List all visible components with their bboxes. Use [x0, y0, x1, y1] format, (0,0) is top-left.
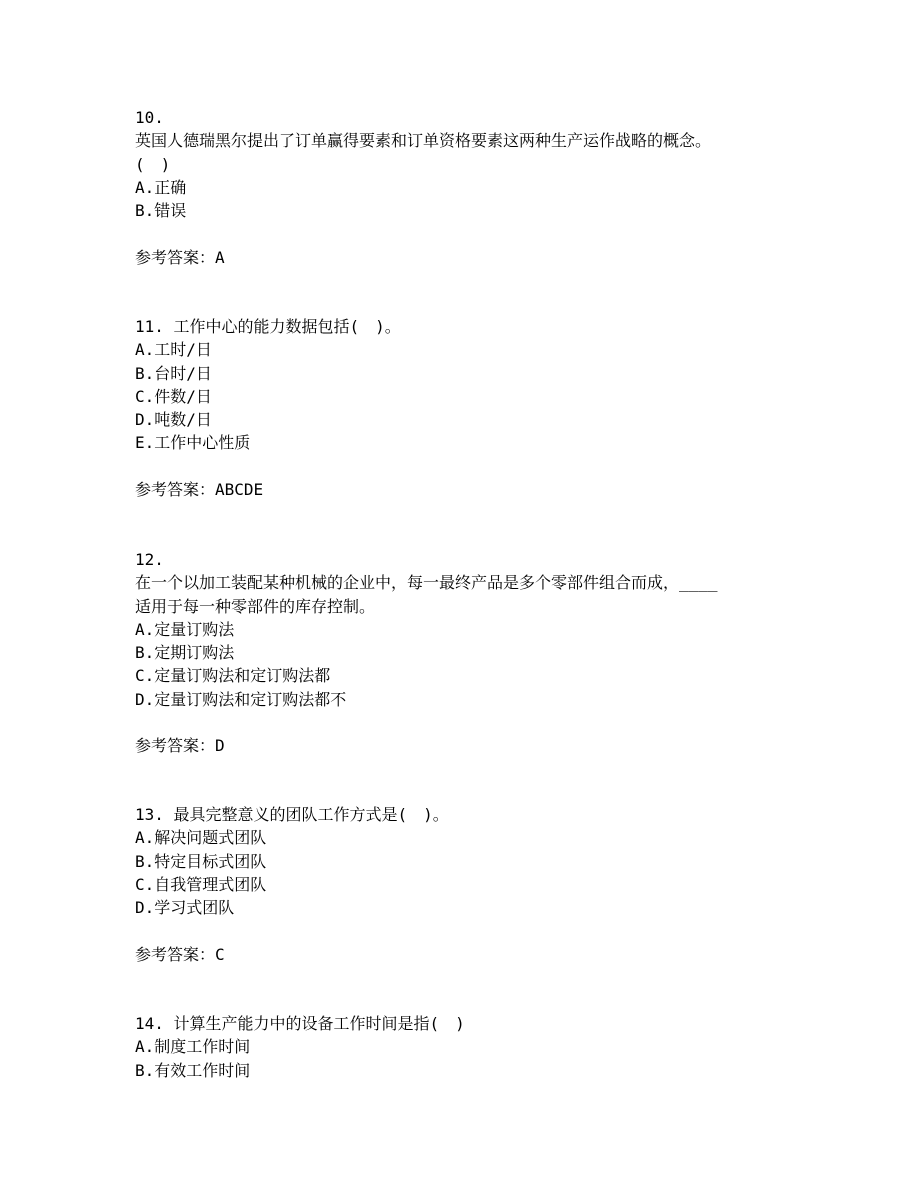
option-c: C.定量订购法和定订购法都 — [135, 666, 331, 686]
question-stem: 11. 工作中心的能力数据包括( )。 — [135, 317, 401, 336]
option-b: B.特定目标式团队 — [135, 851, 267, 871]
option-b: B.台时/日 — [135, 363, 212, 383]
option-a: A.制度工作时间 — [135, 1037, 251, 1057]
option-a: A.正确 — [135, 177, 187, 197]
question-stem: 适用于每一种零部件的库存控制。 — [135, 596, 376, 616]
option-b: B.错误 — [135, 201, 187, 221]
reference-answer: 参考答案：ABCDE — [135, 480, 264, 500]
option-a: A.定量订购法 — [135, 619, 235, 639]
question-stem: 14. 计算生产能力中的设备工作时间是指( ) — [135, 1014, 465, 1033]
question-stem: 在一个以加工装配某种机械的企业中，每一最终产品是多个零部件组合而成，____ — [135, 573, 718, 593]
reference-answer: 参考答案：A — [135, 247, 225, 267]
option-d: D.定量订购法和定订购法都不 — [135, 689, 347, 709]
option-b: B.有效工作时间 — [135, 1060, 251, 1080]
question-14 — [135, 1012, 795, 1082]
option-c: C.自我管理式团队 — [135, 874, 267, 894]
question-13 — [135, 803, 795, 966]
question-10 — [135, 106, 795, 269]
question-stem: 13. 最具完整意义的团队工作方式是( )。 — [135, 805, 449, 824]
question-12 — [135, 548, 795, 758]
option-e: E.工作中心性质 — [135, 433, 251, 453]
question-11 — [135, 315, 795, 501]
option-d: D.学习式团队 — [135, 898, 235, 918]
option-d: D.吨数/日 — [135, 410, 212, 430]
question-number: 12. — [135, 550, 164, 569]
option-a: A.解决问题式团队 — [135, 828, 267, 848]
question-number: 10. — [135, 108, 164, 127]
question-stem: ( ) — [135, 154, 171, 174]
reference-answer: 参考答案：C — [135, 944, 225, 964]
option-a: A.工时/日 — [135, 340, 212, 360]
question-stem: 英国人德瑞黑尔提出了订单赢得要素和订单资格要素这两种生产运作战略的概念。 — [135, 131, 712, 151]
option-b: B.定期订购法 — [135, 643, 235, 663]
option-c: C.件数/日 — [135, 386, 212, 406]
reference-answer: 参考答案：D — [135, 736, 225, 756]
